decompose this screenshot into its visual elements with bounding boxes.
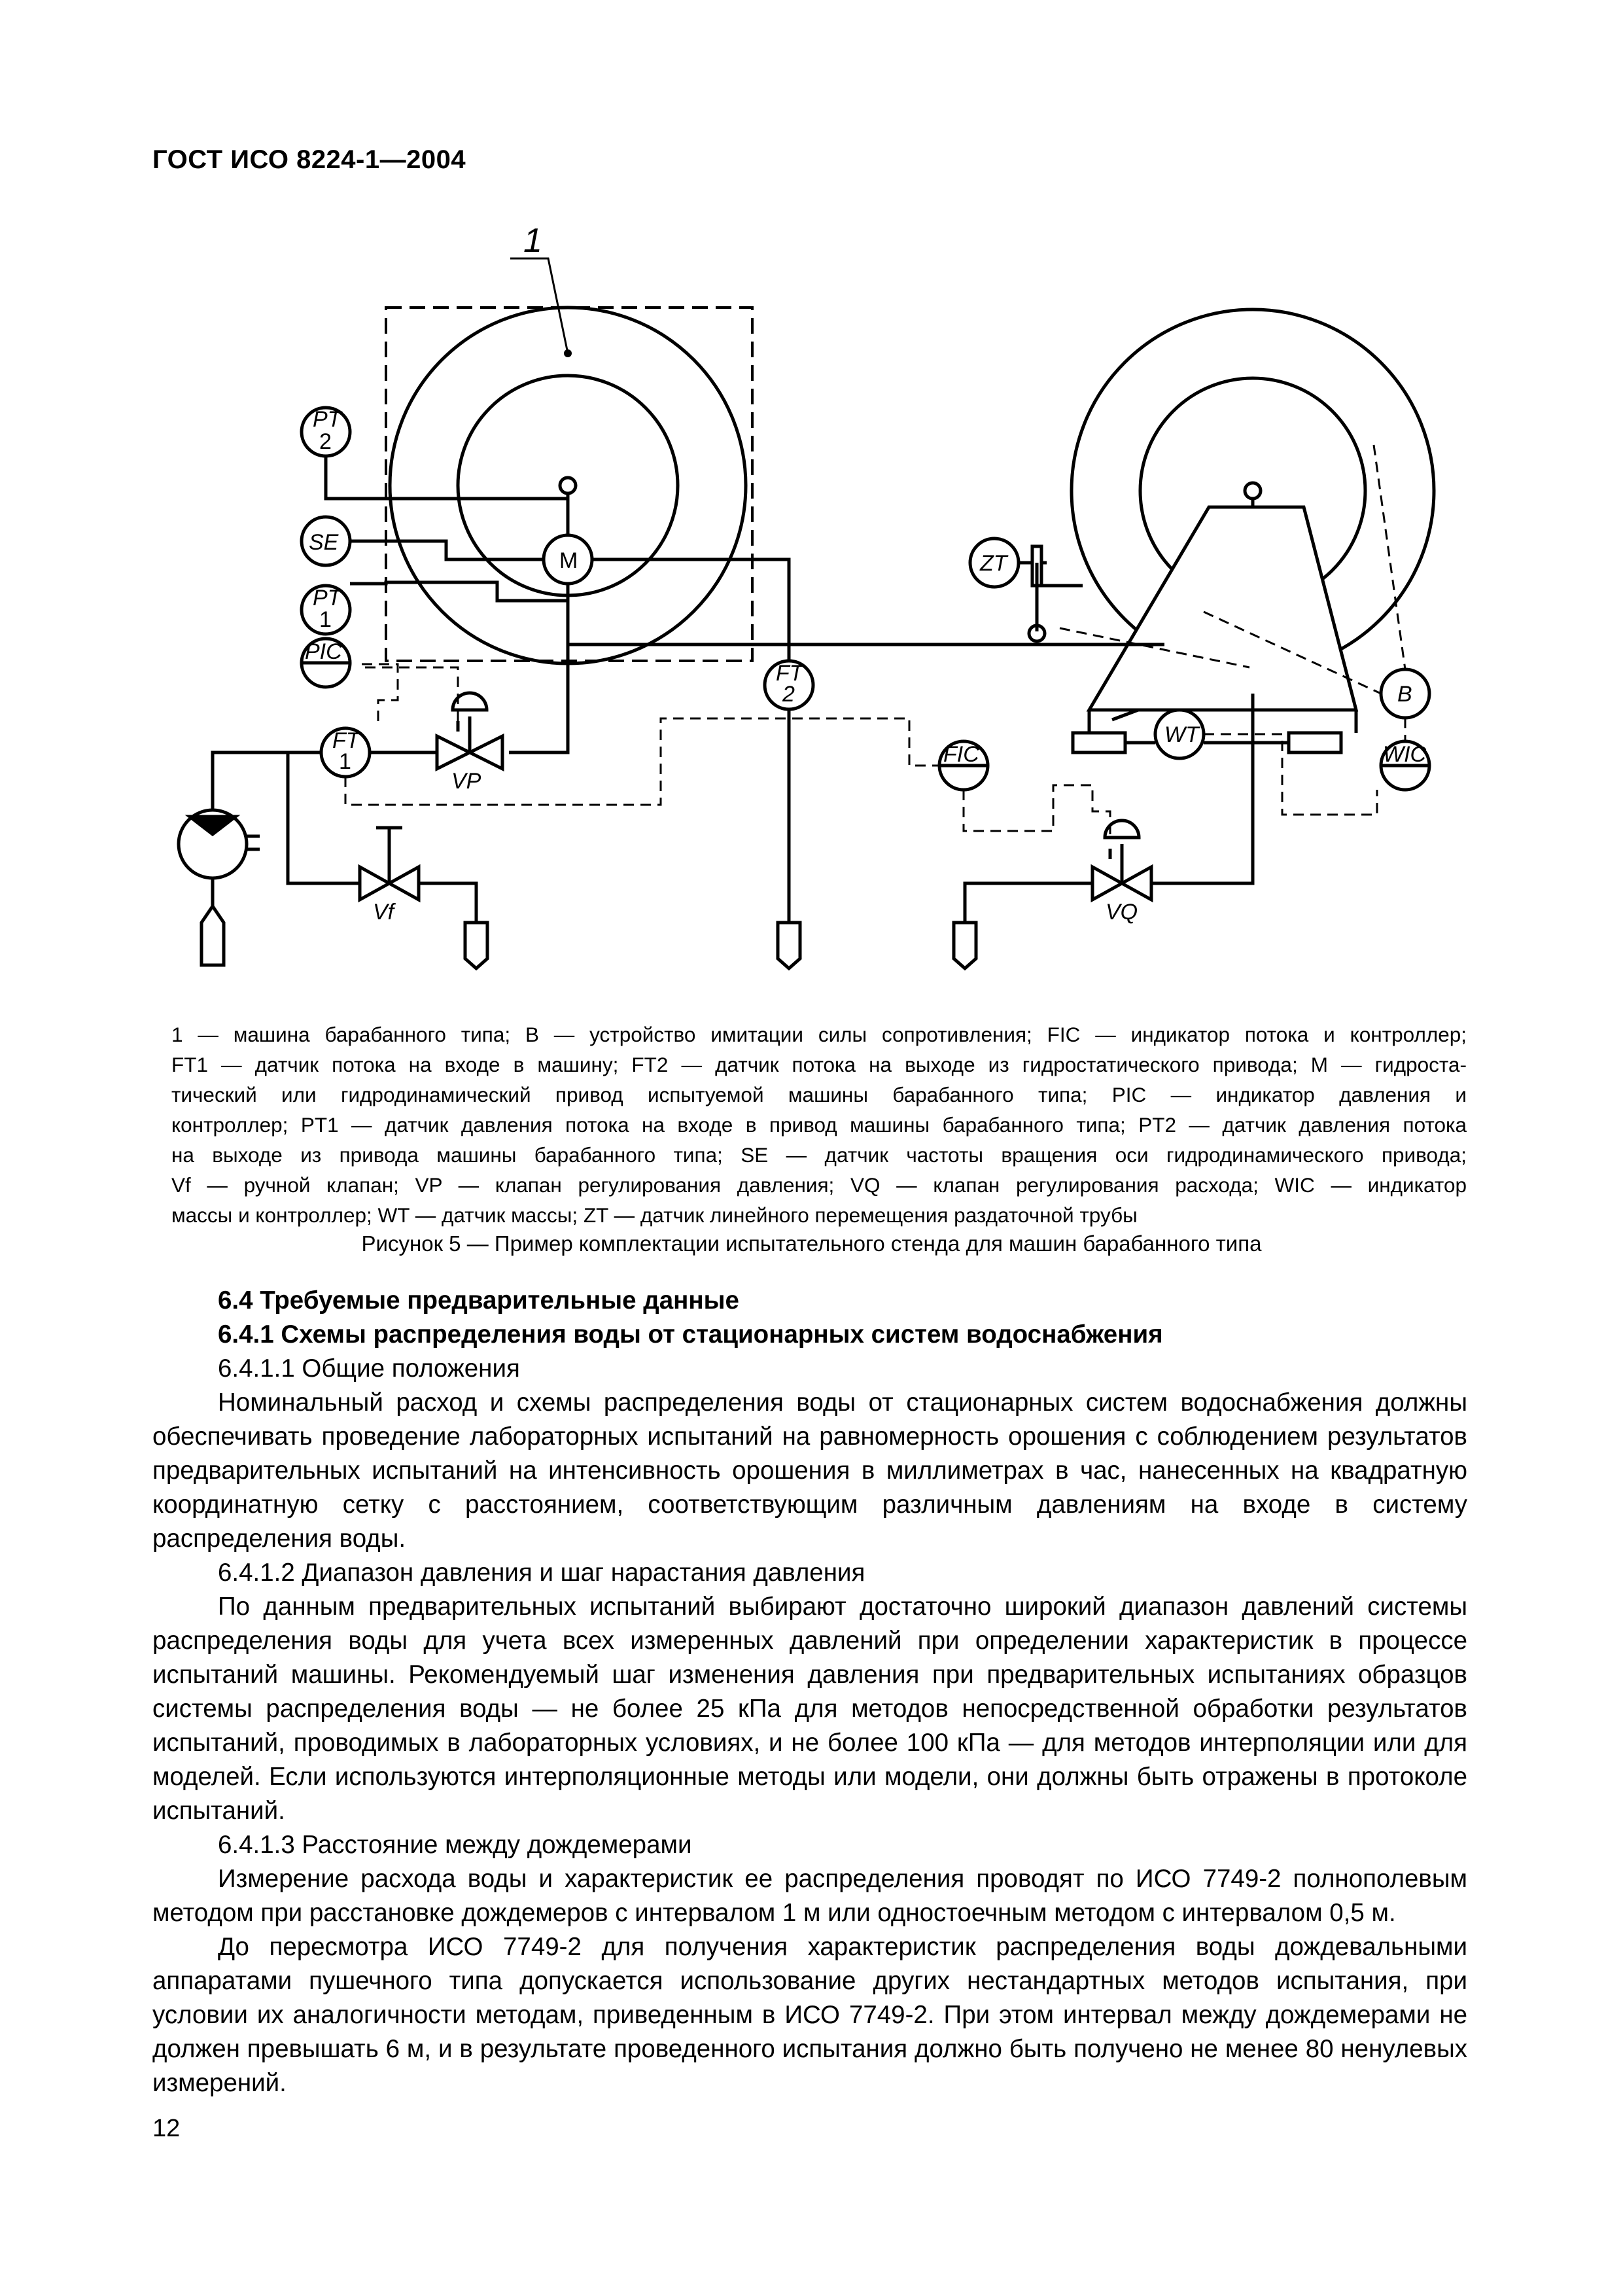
legend-line: контроллер; PT1 — датчик давления потока на входе в привод машины барабанного типа; PT2 — датчик давления потока: [171, 1113, 1467, 1137]
legend-line: 1 — машина барабанного типа; B — устройство имитации силы сопротивления; FIC — индикатор потока и контроллер;: [171, 1023, 1467, 1046]
pt1-number: 1: [319, 607, 332, 632]
legend-line: тический или гидродинамический привод испытуемой машины барабанного типа; PIC — индикатор давления и: [171, 1083, 1467, 1106]
se-label: SE: [309, 530, 339, 555]
pt2-label: PT: [313, 407, 341, 432]
vq-label: VQ: [1106, 900, 1138, 925]
ft1-number: 1: [339, 749, 351, 774]
callout-1: 1: [523, 222, 542, 260]
motor-label: M: [559, 548, 578, 573]
vq-valve: [1092, 867, 1122, 900]
paragraph: По данным предварительных испытаний выбирают достаточно широкий диапазон давлений системы распределения воды для учета всех измеренных давлений при определении характеристик в процессе испытаний машины. Рекомендуемый шаг изменения давления при предварительных испытаниях образцов системы распределения воды — не более 25 кПа для методов непосредственной обработки результатов испытаний, проводимых в лабораторных условиях, и не более 100 кПа — для методов интерполяции или для моделей. Если используются интерполяционные методы или модели, они должны быть отражены в протоколе испытаний.: [152, 1593, 1467, 1825]
document-body: [152, 1284, 1467, 2100]
figure-5-test-stand-diagram: [0, 0, 1623, 1021]
drum-frame: [1089, 507, 1356, 710]
ft2-label: FT: [776, 661, 803, 686]
pt1-label: PT: [313, 586, 341, 610]
zt-label: ZT: [980, 551, 1007, 576]
figure-caption: Рисунок 5 — Пример комплектации испытательного стенда для машин барабанного типа: [361, 1231, 1262, 1256]
vp-label: VP: [451, 769, 481, 794]
vp-valve: [437, 736, 470, 769]
b-label: B: [1397, 682, 1412, 707]
vf-label: Vf: [373, 900, 394, 925]
paragraph: Измерение расхода воды и характеристик ее распределения проводят по ИСО 7749-2 полнополевым методом при расстановке дождемеров с интервалом 1 м или одностоечным методом с интервалом 0,5 м.: [152, 1865, 1467, 1927]
clause-title: 6.4.1.3 Расстояние между дождемерами: [218, 1831, 692, 1859]
paragraph: До пересмотра ИСО 7749-2 для получения характеристик распределения воды дождевальными аппаратами пушечного типа допускается использование других нестандартных методов испытания, при условии их аналогичности методам, приведенным в ИСО 7749-2. При этом интервал между дождемерами не должен превышать 6 м, и в результате проведенного испытания должно быть получено не менее 80 ненулевых измерений.: [152, 1933, 1467, 2097]
fic-label: FIC: [943, 742, 979, 767]
clause-title: 6.4.1.2 Диапазон давления и шаг нарастания давления: [218, 1559, 865, 1587]
left-drum-hub: [560, 478, 576, 493]
legend-line: FT1 — датчик потока на входе в машину; FT2 — датчик потока на выходе из гидростатического привода; M — гидроста-: [171, 1053, 1467, 1076]
pic-label: PIC: [305, 639, 342, 664]
vf-valve: [360, 867, 389, 900]
legend-line: на выходе из привода машины барабанного типа; SE — датчик частоты вращения оси гидродинамического привода;: [171, 1143, 1467, 1167]
legend-line: Vf — ручной клапан; VP — клапан регулирования давления; VQ — клапан регулирования расхода; WIC — индикатор: [171, 1173, 1467, 1197]
pt2-number: 2: [319, 429, 332, 454]
paragraph: Номинальный расход и схемы распределения воды от стационарных систем водоснабжения должны обеспечивать проведение лабораторных испытаний на равномерность орошения с соблюдением результатов предварительных испытаний на интенсивность орошения в миллиметрах в час, нанесенных на квадратную координатную сетку с расстоянием, соответствующим различным давлениям на входе в систему распределения воды.: [152, 1388, 1467, 1553]
page-header: ГОСТ ИСО 8224-1—2004: [152, 145, 466, 174]
ft1-label: FT: [332, 728, 360, 753]
wic-label: WIC: [1383, 742, 1427, 767]
wt-label: WT: [1164, 722, 1199, 747]
subsection-heading: 6.4.1 Схемы распределения воды от стационарных систем водоснабжения: [218, 1320, 1163, 1349]
ft2-number: 2: [782, 682, 795, 707]
figure-legend: [171, 1019, 1467, 1230]
clause-title: 6.4.1.1 Общие положения: [218, 1354, 520, 1383]
right-drum-hub: [1245, 483, 1261, 499]
section-heading: 6.4 Требуемые предварительные данные: [218, 1286, 739, 1315]
legend-line: массы и контроллер; WT — датчик массы; ZT — датчик линейного перемещения раздаточной трубы: [171, 1203, 1138, 1227]
page-number: 12: [152, 2115, 181, 2142]
